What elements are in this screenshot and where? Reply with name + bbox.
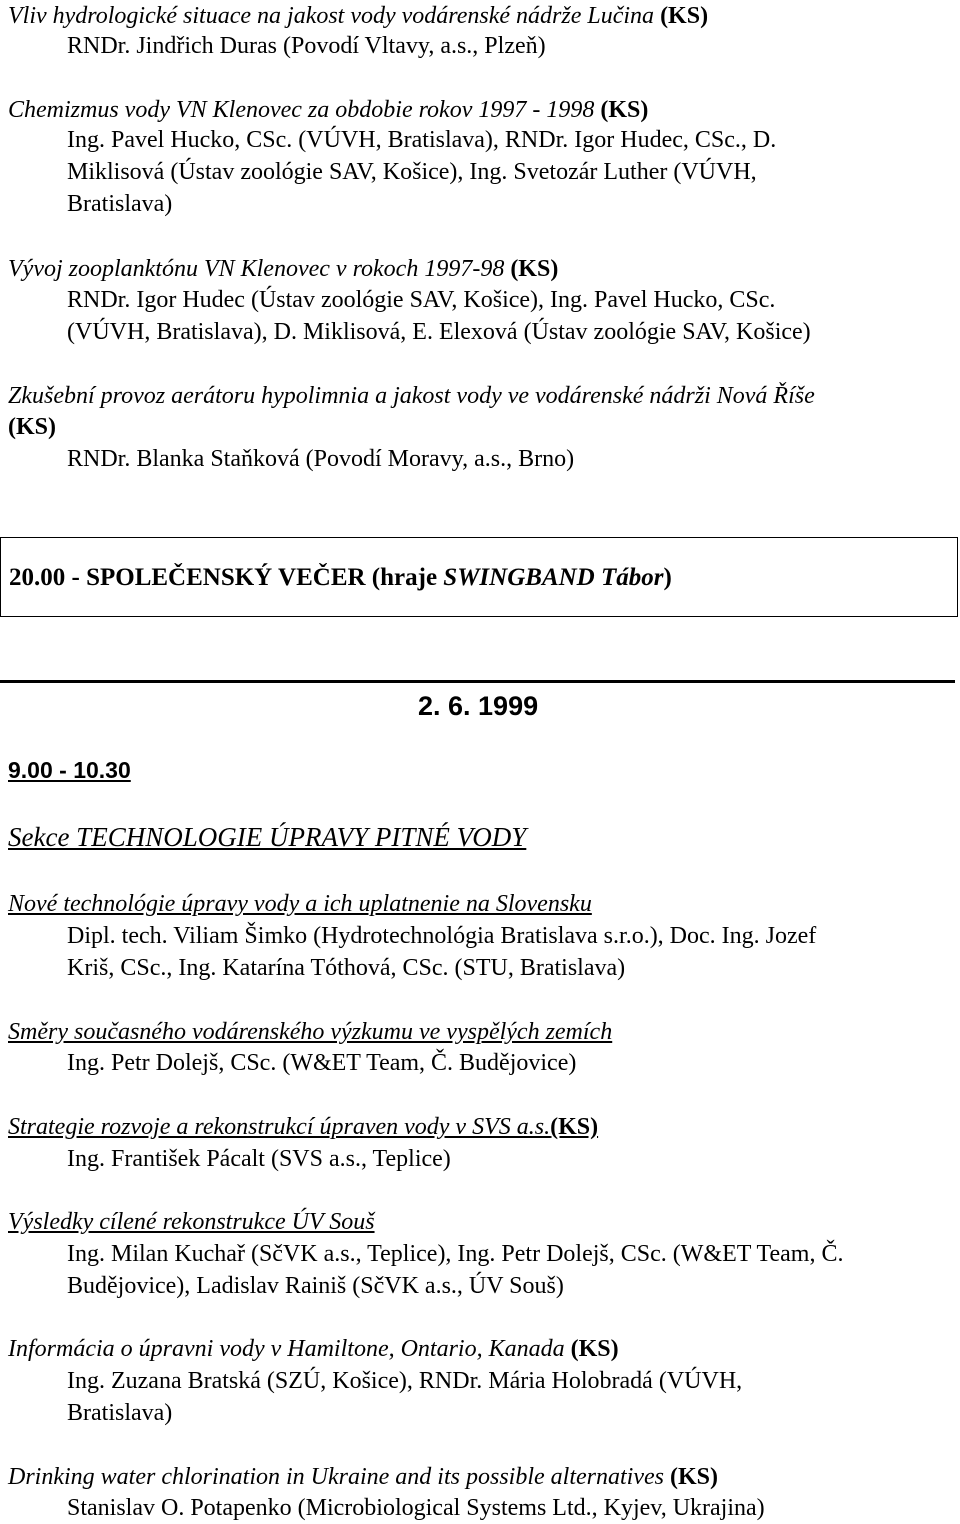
talk-title-text: Drinking water chlorination in Ukraine and its possible alternatives [8, 1464, 664, 1490]
ks-tag: (KS) [8, 414, 56, 440]
ks-tag: (KS) [600, 97, 649, 123]
talk-title-text: Informácia o úpravni vody v Hamiltone, Ontario, Kanada [8, 1336, 565, 1362]
talk-authors: Ing. Milan Kuchař (SčVK a.s., Teplice), Ing. Petr Dolejš, CSc. (W&ET Team, Č. [67, 1241, 844, 1267]
talk-authors: Ing. František Pácalt (SVS a.s., Teplice) [67, 1146, 451, 1172]
talk-authors: Ing. Pavel Hucko, CSc. (VÚVH, Bratislava), RNDr. Igor Hudec, CSc., D. [67, 127, 777, 153]
talk-title: Výsledky cílené rekonstrukce ÚV Souš [8, 1209, 375, 1235]
talk-authors: Bratislava) [67, 1400, 173, 1426]
talk-authors: Dipl. tech. Viliam Šimko (Hydrotechnológia Bratislava s.r.o.), Doc. Ing. Jozef [67, 923, 817, 949]
talk-authors: Kriš, CSc., Ing. Katarína Tóthová, CSc. (STU, Bratislava) [67, 955, 626, 981]
talk-title [8, 0, 708, 32]
talk-authors: Budějovice), Ladislav Rainiš (SčVK a.s., ÚV Souš) [67, 1273, 564, 1299]
talk-title [8, 253, 558, 285]
day-divider [0, 680, 955, 683]
ks-tag: (KS) [510, 256, 559, 282]
social-evening-box [0, 537, 958, 617]
talk-title [8, 94, 648, 126]
talk-title [8, 1111, 598, 1143]
talk-authors: Stanislav O. Potapenko (Microbiological Systems Ltd., Kyjev, Ukrajina) [67, 1495, 765, 1521]
talk-title [8, 1461, 718, 1493]
talk-title-text: Chemizmus vody VN Klenovec za obdobie rokov 1997 - 1998 [8, 97, 595, 123]
session-time: 9.00 - 10.30 [8, 757, 131, 783]
ks-tag: (KS) [660, 3, 709, 29]
section-heading: Sekce TECHNOLOGIE ÚPRAVY PITNÉ VODY [8, 822, 527, 852]
talk-authors: Ing. Zuzana Bratská (SZÚ, Košice), RNDr. Mária Holobradá (VÚVH, [67, 1368, 743, 1394]
ks-tag: (KS) [570, 1336, 619, 1362]
evening-suffix: ) [663, 564, 672, 591]
talk-authors: RNDr. Igor Hudec (Ústav zoológie SAV, Košice), Ing. Pavel Hucko, CSc. [67, 287, 776, 313]
social-evening-text [9, 562, 672, 594]
evening-prefix: 20.00 - SPOLEČENSKÝ VEČER (hraje [9, 564, 444, 591]
talk-authors: Miklisová (Ústav zoológie SAV, Košice), Ing. Svetozár Luther (VÚVH, [67, 159, 757, 185]
talk-authors: Bratislava) [67, 191, 173, 217]
ks-tag: (KS) [669, 1464, 718, 1490]
ks-tag: (KS) [550, 1114, 599, 1140]
evening-band: SWINGBAND Tábor [443, 564, 664, 591]
talk-authors: RNDr. Blanka Staňková (Povodí Moravy, a.s., Brno) [67, 446, 575, 472]
talk-title-text: Vývoj zooplanktónu VN Klenovec v rokoch 1997-98 [8, 256, 505, 282]
talk-title-text: Vliv hydrologické situace na jakost vody vodárenské nádrže Lučina [8, 3, 655, 29]
talk-authors: (VÚVH, Bratislava), D. Miklisová, E. Elexová (Ústav zoológie SAV, Košice) [67, 319, 811, 345]
talk-authors: RNDr. Jindřich Duras (Povodí Vltavy, a.s., Plzeň) [67, 33, 546, 59]
day-date: 2. 6. 1999 [418, 691, 539, 721]
talk-authors: Ing. Petr Dolejš, CSc. (W&ET Team, Č. Budějovice) [67, 1050, 577, 1076]
talk-title-text: Strategie rozvoje a rekonstrukcí úpraven vody v SVS a.s. [8, 1114, 551, 1140]
talk-title [8, 1333, 619, 1365]
talk-title: Směry současného vodárenského výzkumu ve vyspělých zemích [8, 1019, 613, 1045]
talk-title: Nové technológie úpravy vody a ich uplatnenie na Slovensku [8, 891, 592, 917]
talk-title: Zkušební provoz aerátoru hypolimnia a jakost vody ve vodárenské nádrži Nová Říše [8, 383, 815, 409]
